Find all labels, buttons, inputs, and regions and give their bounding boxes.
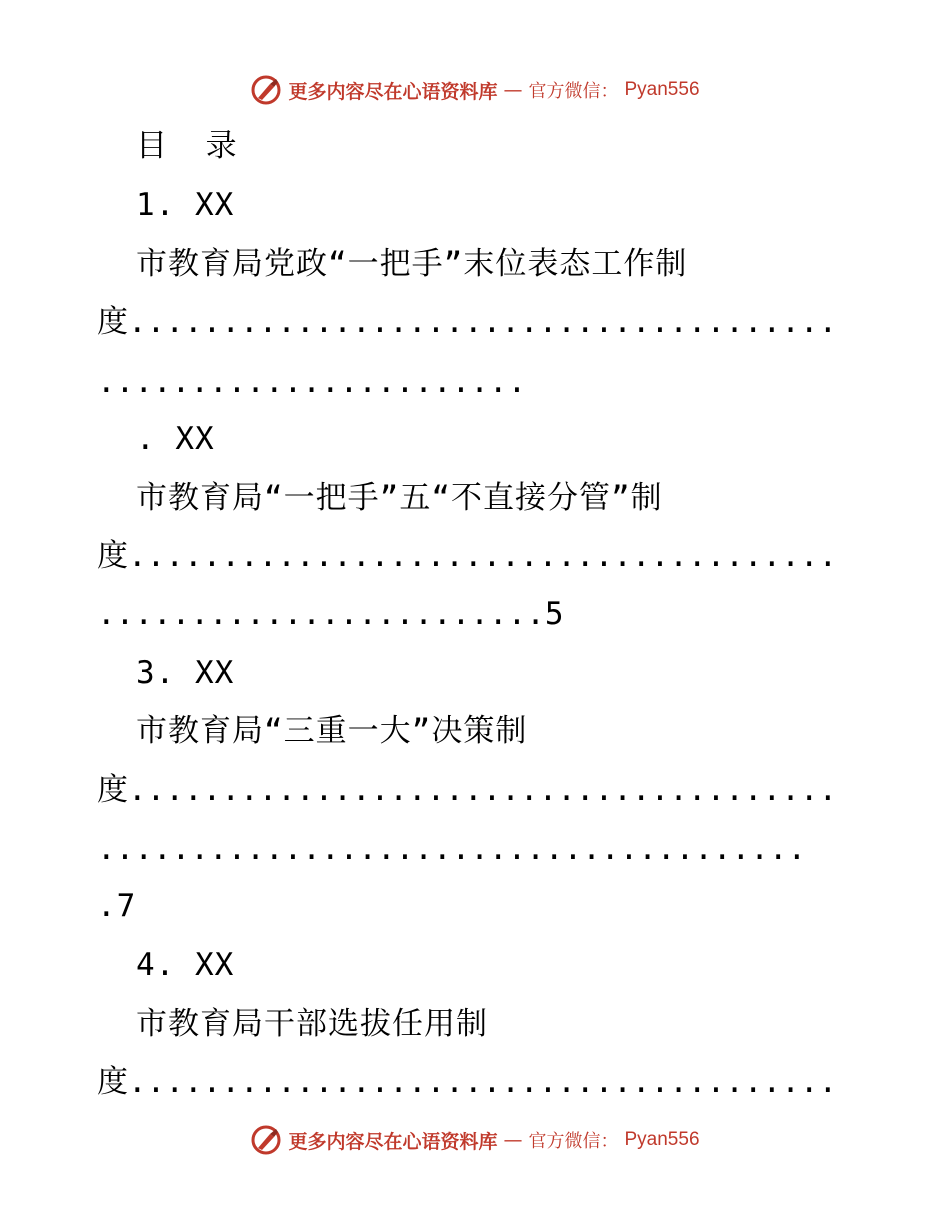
banner-wechat-label: 官方微信： — [528, 81, 619, 102]
banner-wechat-id: Pyan556 — [624, 1129, 700, 1150]
toc-entry-title: 市教育局党政“一把手”末位表态工作制 — [136, 246, 688, 282]
toc-entry-number: 3. XX — [136, 655, 235, 691]
header-banner — [0, 70, 950, 110]
toc-leader-line: 度...................................... — [97, 538, 838, 574]
banner-separator: — — [503, 79, 523, 101]
pen-logo-icon — [250, 1124, 282, 1156]
footer-banner — [0, 1120, 950, 1160]
pen-logo-icon — [250, 74, 282, 106]
toc-leader-line: ...................................... — [97, 831, 807, 867]
toc-entry-number: . XX — [136, 421, 215, 457]
toc-page-number: .7 — [97, 888, 137, 924]
banner-text: 更多内容尽在心语资料库 — [288, 1130, 498, 1153]
toc-entry-title: 市教育局“一把手”五“不直接分管”制 — [136, 480, 663, 516]
banner-wechat-id: Pyan556 — [624, 79, 700, 100]
banner-separator: — — [503, 1129, 523, 1151]
banner-wechat-label: 官方微信： — [528, 1131, 619, 1152]
toc-entry-title: 市教育局“三重一大”决策制 — [136, 713, 528, 749]
toc-leader-line: 度...................................... — [97, 304, 838, 340]
toc-entry-title: 市教育局干部选拔任用制 — [136, 1006, 488, 1042]
toc-leader-line: 度...................................... — [97, 1064, 838, 1100]
banner-text: 更多内容尽在心语资料库 — [288, 80, 498, 103]
toc-entry-number: 4. XX — [136, 947, 235, 983]
toc-leader-line: 度...................................... — [97, 772, 838, 808]
toc-leader-line-page: ........................5 — [97, 596, 564, 632]
toc-entry-number: 1. XX — [136, 187, 235, 223]
toc-leader-line: ....................... — [97, 364, 527, 400]
toc-title: 目 录 — [136, 128, 247, 164]
